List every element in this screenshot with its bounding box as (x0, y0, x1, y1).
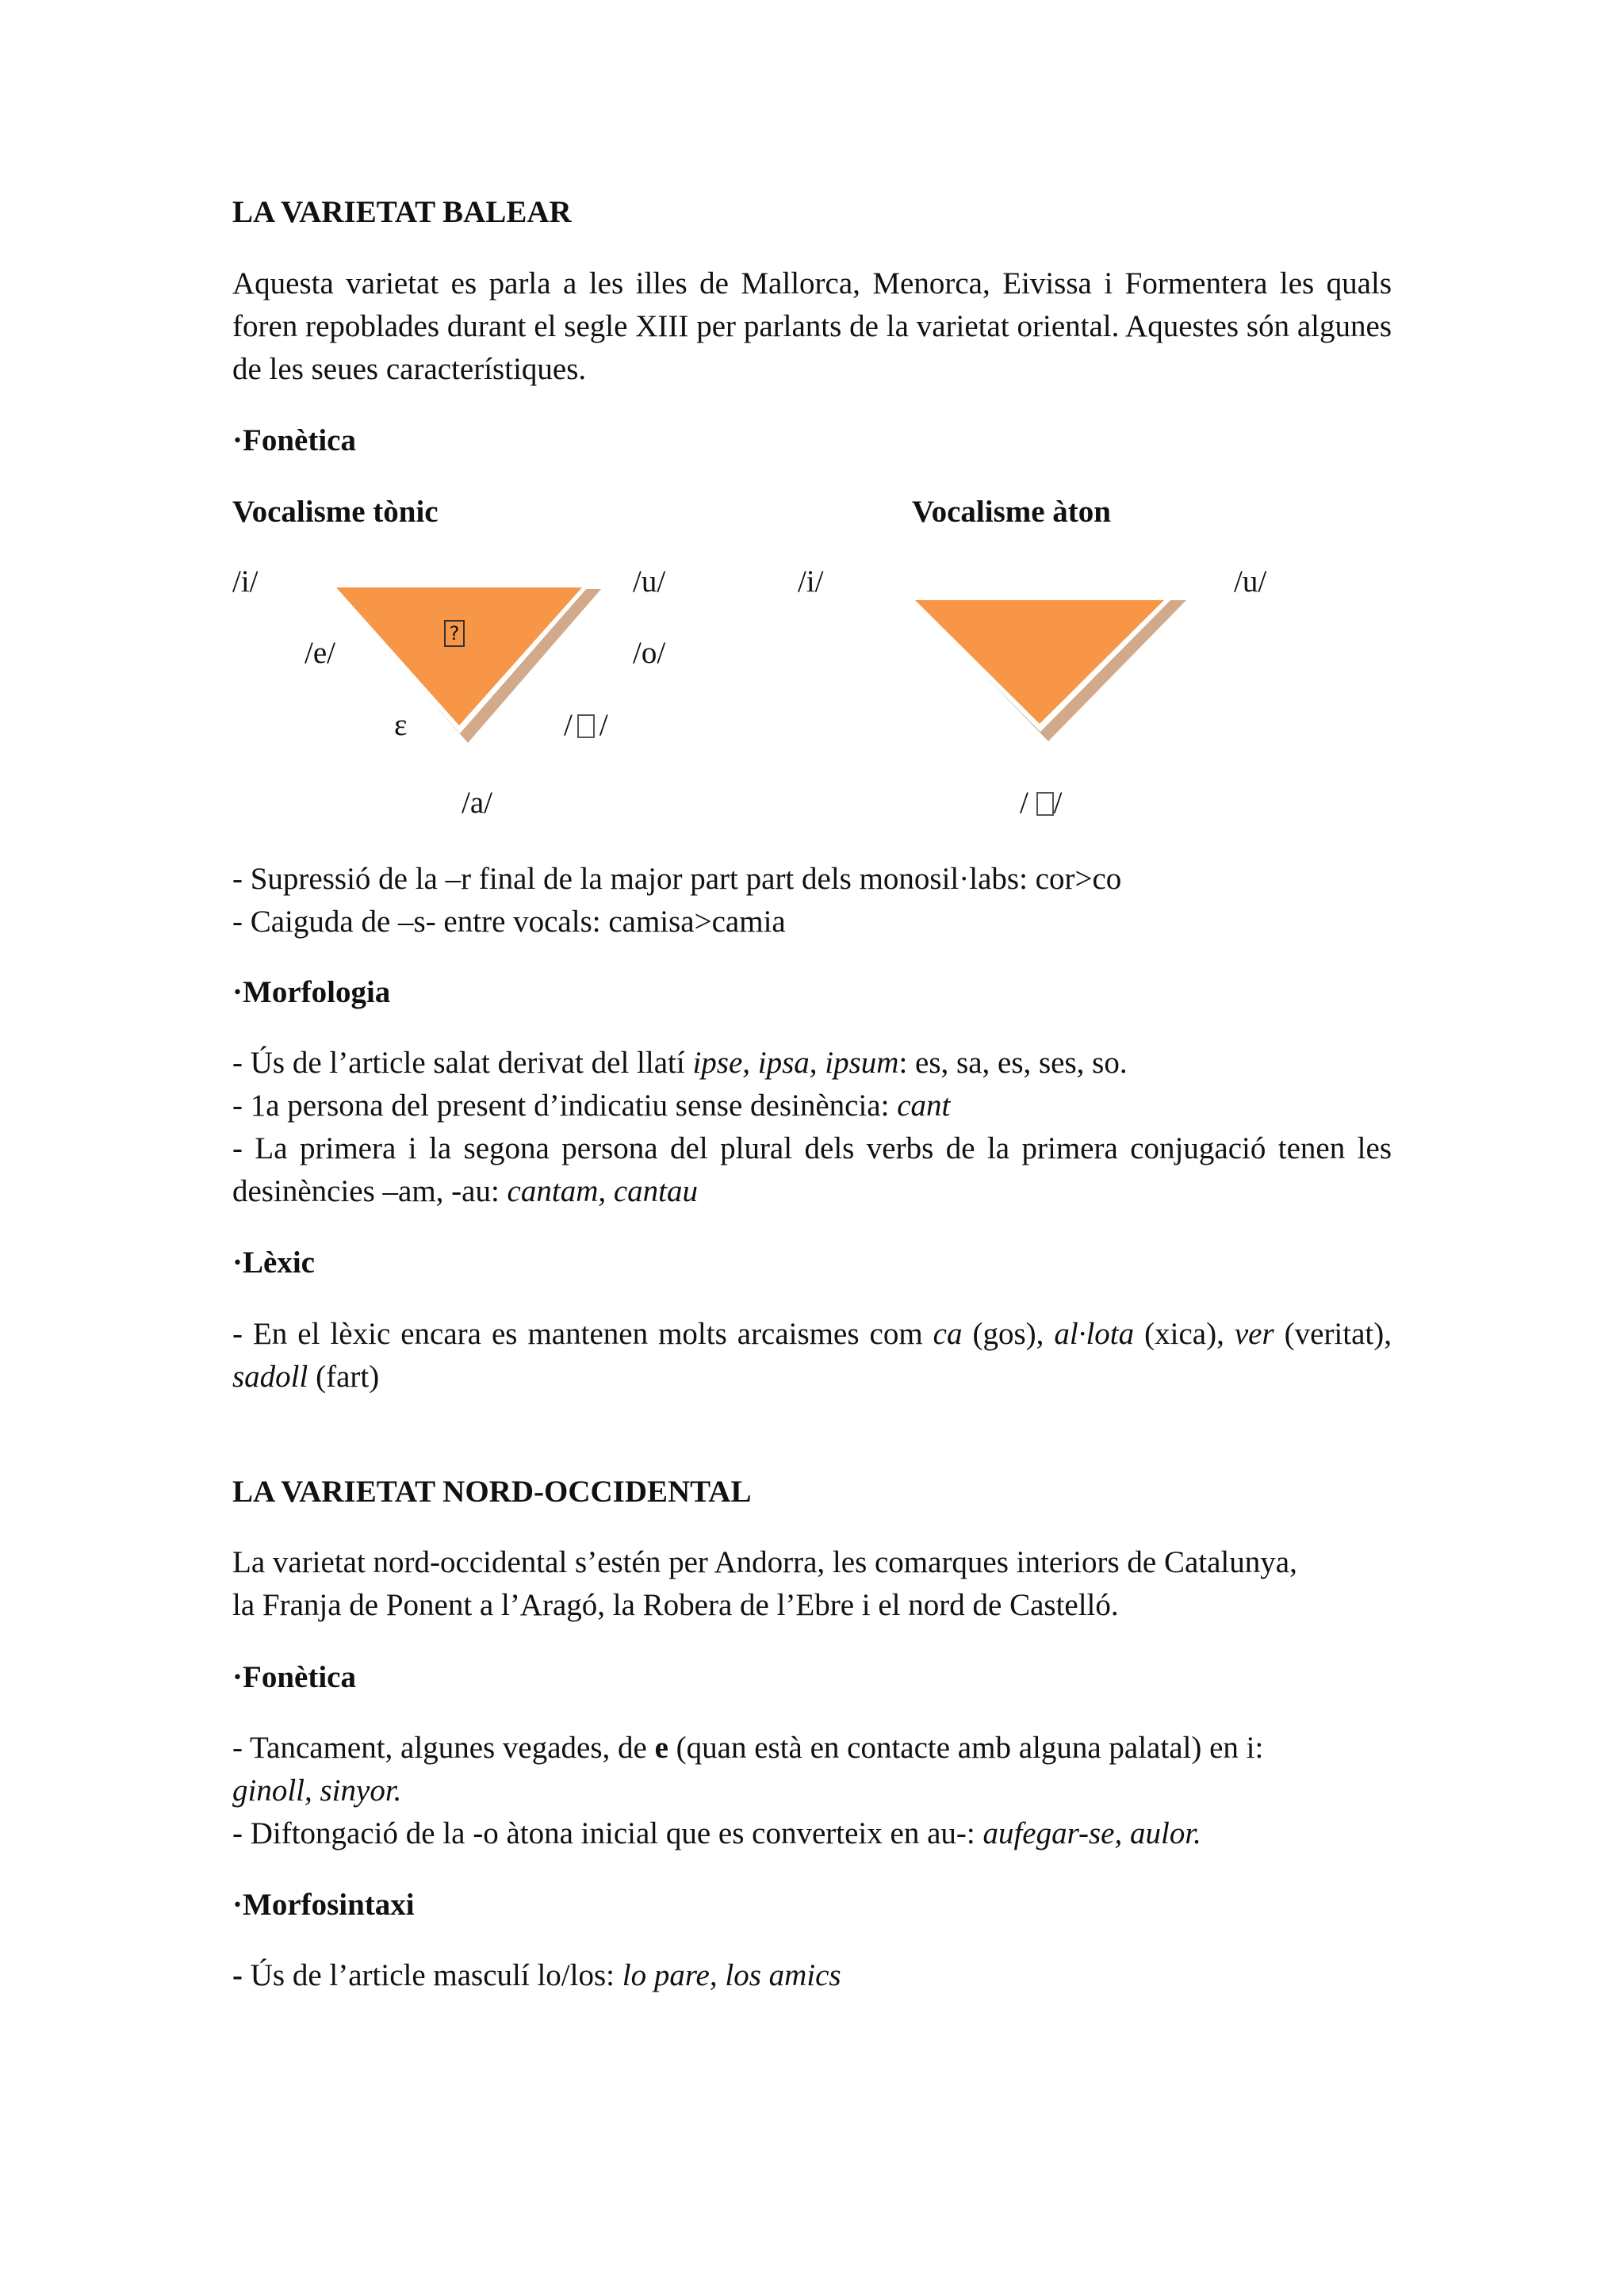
tonic-vowel-i: /i/ (232, 564, 259, 599)
section-title-nord-occidental: LA VARIETAT NORD-OCCIDENTAL (232, 1475, 752, 1509)
tonic-vowel-open-o: / / (564, 708, 608, 742)
tonic-vowel-epsilon: ε (394, 708, 408, 742)
tonic-vowel-u: /u/ (633, 564, 666, 599)
balear-fonetica-heading: ·Fonètica (232, 423, 356, 457)
triangle-fill (915, 600, 1164, 724)
list-item: - Caiguda de –s- entre vocals: camisa>camia (232, 905, 786, 939)
triangle-fill (336, 587, 582, 725)
tonic-vowel-o: /o/ (633, 636, 666, 670)
list-item: - Ús de l’article salat derivat del llatí ipse, ipsa, ipsum: es, sa, es, ses, so. (232, 1046, 1128, 1080)
list-item: - Supressió de la –r final de la major part part dels monosil·labs: cor>co (232, 862, 1122, 896)
tonic-vowel-a: /a/ (462, 786, 492, 820)
nord-fonetica-heading: ·Fonètica (232, 1660, 356, 1694)
list-item: - Tancament, algunes vegades, de e (quan està en contacte amb alguna palatal) en i: (232, 1731, 1264, 1765)
aton-vowel-schwa: / / (1020, 786, 1063, 820)
list-item: - 1a persona del present d’indicatiu sense desinència: cant (232, 1089, 951, 1123)
balear-fonetica-list (232, 858, 1392, 943)
nord-fonetica-list: - Tancament, algunes vegades, de e (quan està en contacte amb alguna palatal) en i: ginoll, sinyor. - Diftongació de la -o àtona inicial que es converteix en au-: aufegar-se, aulor. (232, 1727, 1392, 1855)
nord-intro: La varietat nord-occidental s’estén per Andorra, les comarques interiors de Catalunya, la Franja de Ponent a l’Aragó, la Robera de l’Ebre i el nord de Castelló. (232, 1545, 1297, 1622)
aton-vowel-u: /u/ (1234, 564, 1267, 599)
tonic-center-glyph: ? (444, 620, 465, 647)
nord-morfosintaxi-heading: ·Morfosintaxi (232, 1888, 415, 1922)
aton-vowel-i: /i/ (798, 564, 824, 599)
list-item: - Diftongació de la -o àtona inicial que es converteix en au-: aufegar-se, aulor. (232, 1816, 1201, 1850)
vocalisme-aton-heading: Vocalisme àton (912, 495, 1111, 529)
balear-morfologia-list (232, 1042, 1392, 1213)
tonic-vowel-e: /e/ (304, 636, 335, 670)
vocalisme-aton-triangle (896, 591, 1197, 749)
balear-lexic-text: - En el lèxic encara es mantenen molts arcaismes com ca (gos), al·lota (xica), ver (veritat), sadoll (fart) (232, 1317, 1392, 1394)
list-item: - La primera i la segona persona del plural dels verbs de la primera conjugació tenen les desinències –am, -au: cantam, cantau (232, 1131, 1392, 1208)
balear-lexic-heading: ·Lèxic (232, 1246, 315, 1280)
nord-morfosintaxi-item: - Ús de l’article masculí lo/los: lo pare, los amics (232, 1958, 841, 1992)
section-title-balear: LA VARIETAT BALEAR (232, 195, 572, 229)
balear-morfologia-heading: ·Morfologia (232, 975, 391, 1009)
balear-intro: Aquesta varietat es parla a les illes de Mallorca, Menorca, Eivissa i Formentera les quals foren repoblades durant el segle XIII per parlants de la varietat oriental. Aquestes són algunes de les seues característiques. (232, 266, 1392, 386)
vocalisme-tonic-heading: Vocalisme tònic (232, 495, 439, 529)
